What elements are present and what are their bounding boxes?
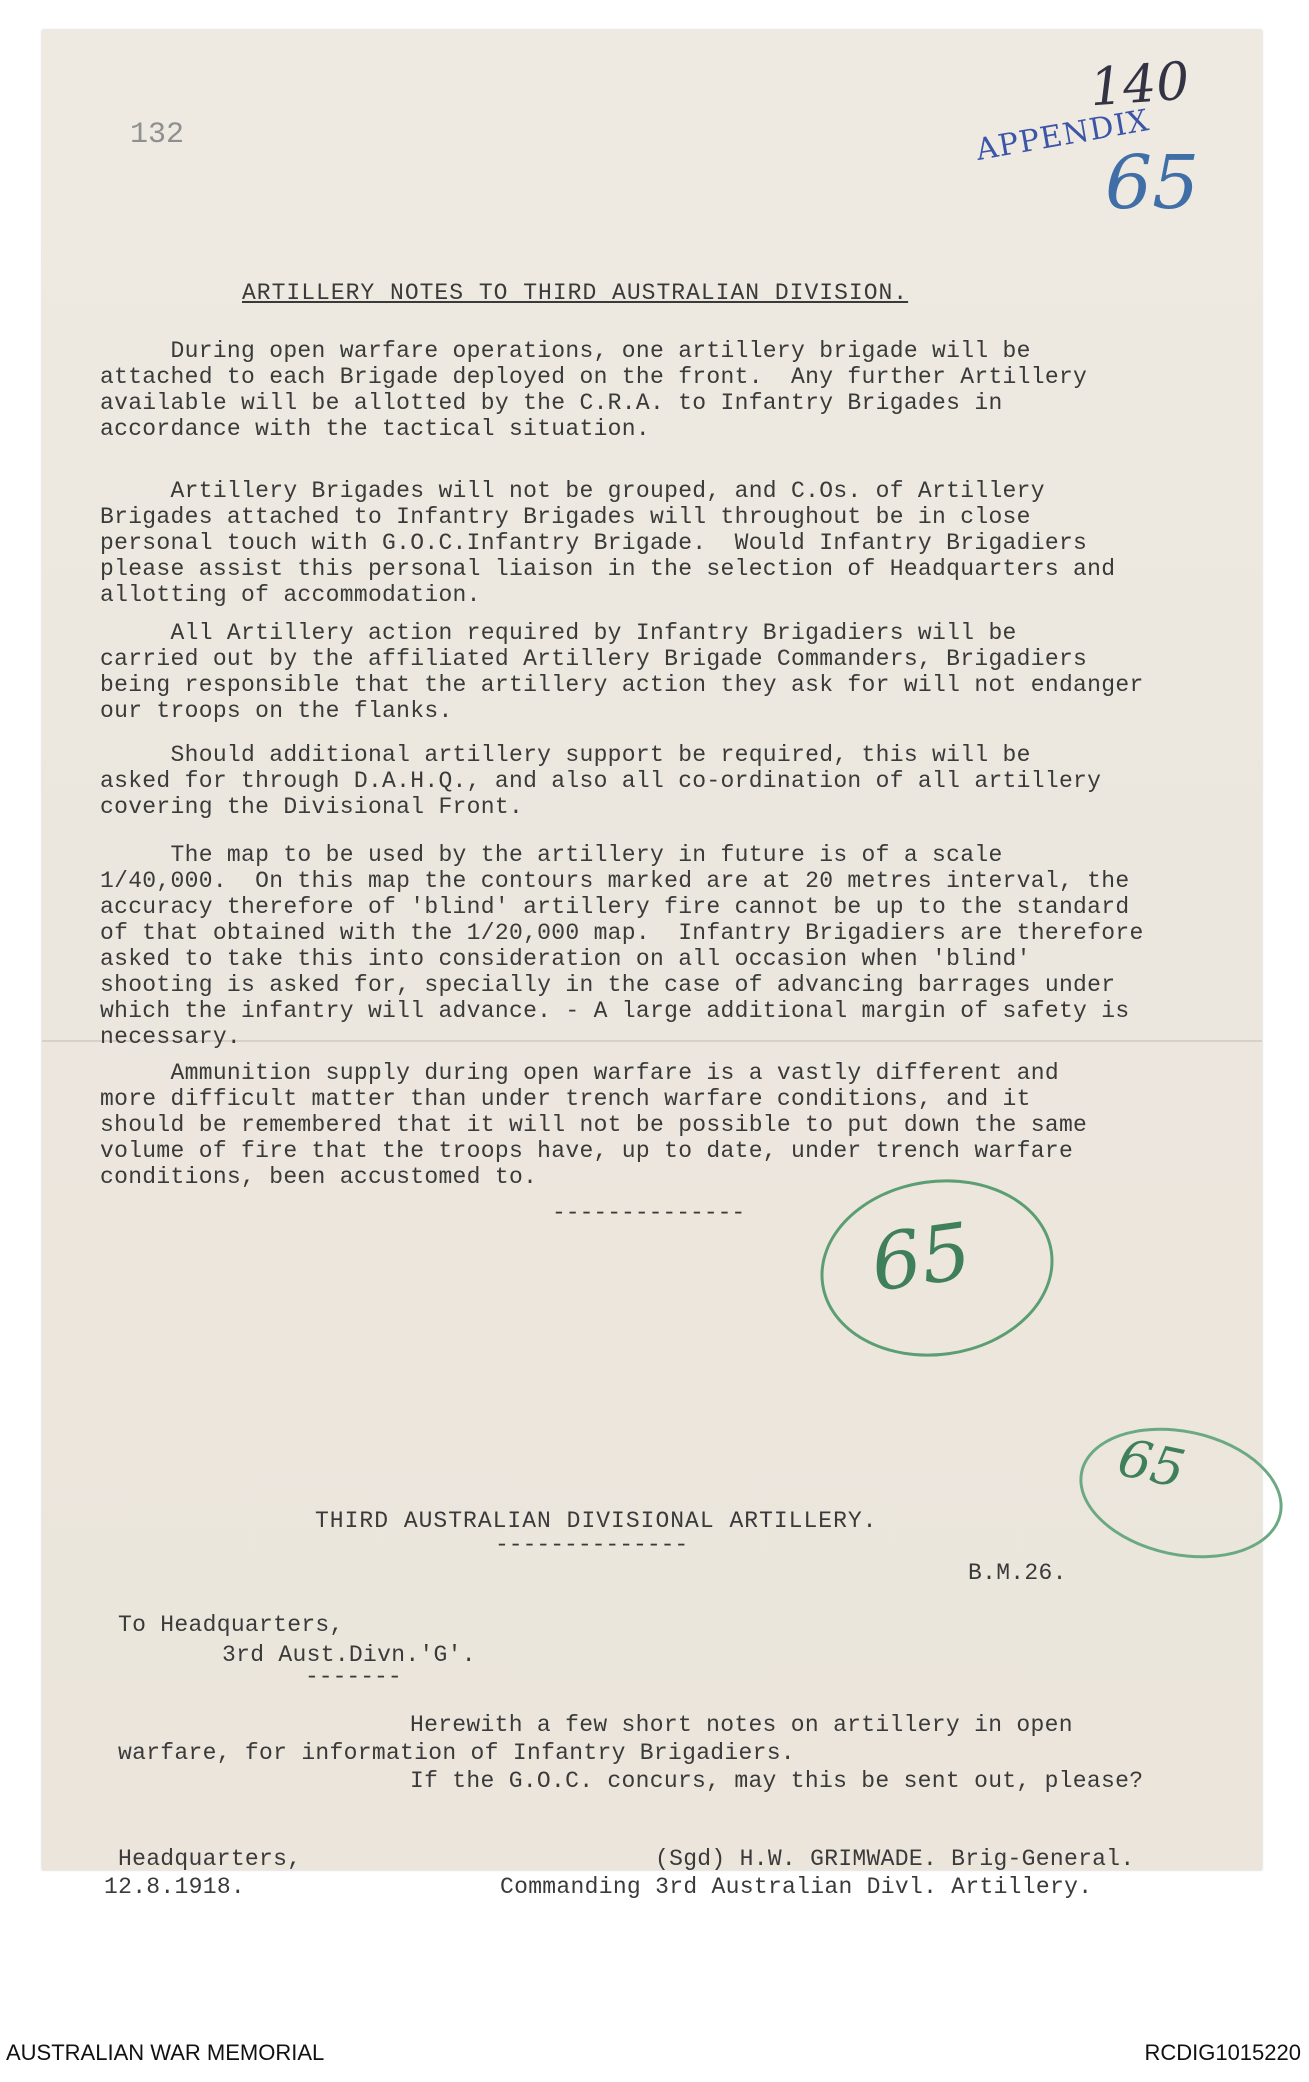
paragraph-line: should be remembered that it will not be possible to put down the same [100,1112,1088,1138]
memo-signature: (Sgd) H.W. GRIMWADE. Brig-General. [655,1846,1135,1872]
paragraph-line: Should additional artillery support be required, this will be [100,742,1031,768]
page-number: 132 [130,118,185,152]
paragraph-line: asked to take this into consideration on all occasion when 'blind' [100,946,1031,972]
section-separator: -------------- [552,1200,746,1226]
paragraph-line: Artillery Brigades will not be grouped, and C.Os. of Artillery [100,478,1045,504]
paragraph-line: which the infantry will advance. - A large additional margin of safety is [100,998,1130,1024]
paragraph-line: more difficult matter than under trench warfare conditions, and it [100,1086,1031,1112]
memo-body-line: If the G.O.C. concurs, may this be sent out, please? [410,1768,1144,1794]
memo-heading: THIRD AUSTRALIAN DIVISIONAL ARTILLERY. [315,1508,878,1534]
appendix-number: 65 [1105,140,1200,226]
paragraph-line: being responsible that the artillery action they ask for will not endanger [100,672,1144,698]
appendix-stamp: APPENDIX [973,103,1153,168]
paragraph-line: carried out by the affiliated Artillery Brigade Commanders, Brigadiers [100,646,1088,672]
paragraph-line: All Artillery action required by Infantry Brigadiers will be [100,620,1017,646]
paragraph-line: allotting of accommodation. [100,582,481,608]
paragraph-3 [100,620,1250,724]
memo-reference: B.M.26. [968,1560,1067,1586]
memo-signature-role: Commanding 3rd Australian Divl. Artillery. [500,1874,1093,1900]
memo-date: 12.8.1918. [104,1874,246,1900]
paragraph-line: Brigades attached to Infantry Brigades will throughout be in close [100,504,1031,530]
paragraph-1 [100,338,1250,442]
paragraph-line: accuracy therefore of 'blind' artillery fire cannot be up to the standard [100,894,1130,920]
paragraph-line: please assist this personal liaison in the selection of Headquarters and [100,556,1116,582]
paragraph-5 [100,842,1250,1050]
memo-place: Headquarters, [118,1846,302,1872]
paragraph-2 [100,478,1250,608]
archive-credit: AUSTRALIAN WAR MEMORIAL [6,2040,325,2065]
paragraph-line: Ammunition supply during open warfare is a vastly different and [100,1060,1059,1086]
paragraph-6 [100,1060,1250,1190]
paragraph-line: 1/40,000. On this map the contours marked are at 20 metres interval, the [100,868,1130,894]
paragraph-line: covering the Divisional Front. [100,794,524,820]
paragraph-line: asked for through D.A.H.Q., and also all co-ordination of all artillery [100,768,1102,794]
paragraph-line: During open warfare operations, one artillery brigade will be [100,338,1031,364]
memo-body-line: Herewith a few short notes on artillery in open [410,1712,1073,1738]
paragraph-line: our troops on the flanks. [100,698,453,724]
stamp-number: 65 [1112,1427,1191,1501]
paragraph-line: attached to each Brigade deployed on the front. Any further Artillery [100,364,1088,390]
memo-to-line-2: 3rd Aust.Divn.'G'. [222,1642,476,1668]
archive-reference: RCDIG1015220 [1144,2040,1301,2065]
memo-to-rule: ------- [305,1664,402,1690]
paragraph-line: volume of fire that the troops have, up to date, under trench warfare [100,1138,1074,1164]
memo-body-line: warfare, for information of Infantry Brigadiers. [118,1740,795,1766]
memo-to-line-1: To Headquarters, [118,1612,344,1638]
handwritten-folio-number: 140 [1088,51,1192,119]
stamp-number: 65 [865,1206,977,1310]
document-title: ARTILLERY NOTES TO THIRD AUSTRALIAN DIVISION. [242,280,909,306]
paragraph-line: accordance with the tactical situation. [100,416,650,442]
paragraph-line: necessary. [100,1024,242,1050]
paragraph-line: personal touch with G.O.C.Infantry Brigade. Would Infantry Brigadiers [100,530,1088,556]
paragraph-line: of that obtained with the 1/20,000 map. Infantry Brigadiers are therefore [100,920,1144,946]
paragraph-line: conditions, been accustomed to. [100,1164,538,1190]
paragraph-4 [100,742,1250,820]
memo-heading-rule: -------------- [495,1532,689,1558]
paragraph-line: The map to be used by the artillery in future is of a scale [100,842,1003,868]
paragraph-line: shooting is asked for, specially in the case of advancing barrages under [100,972,1116,998]
paragraph-line: available will be allotted by the C.R.A. to Infantry Brigades in [100,390,1003,416]
